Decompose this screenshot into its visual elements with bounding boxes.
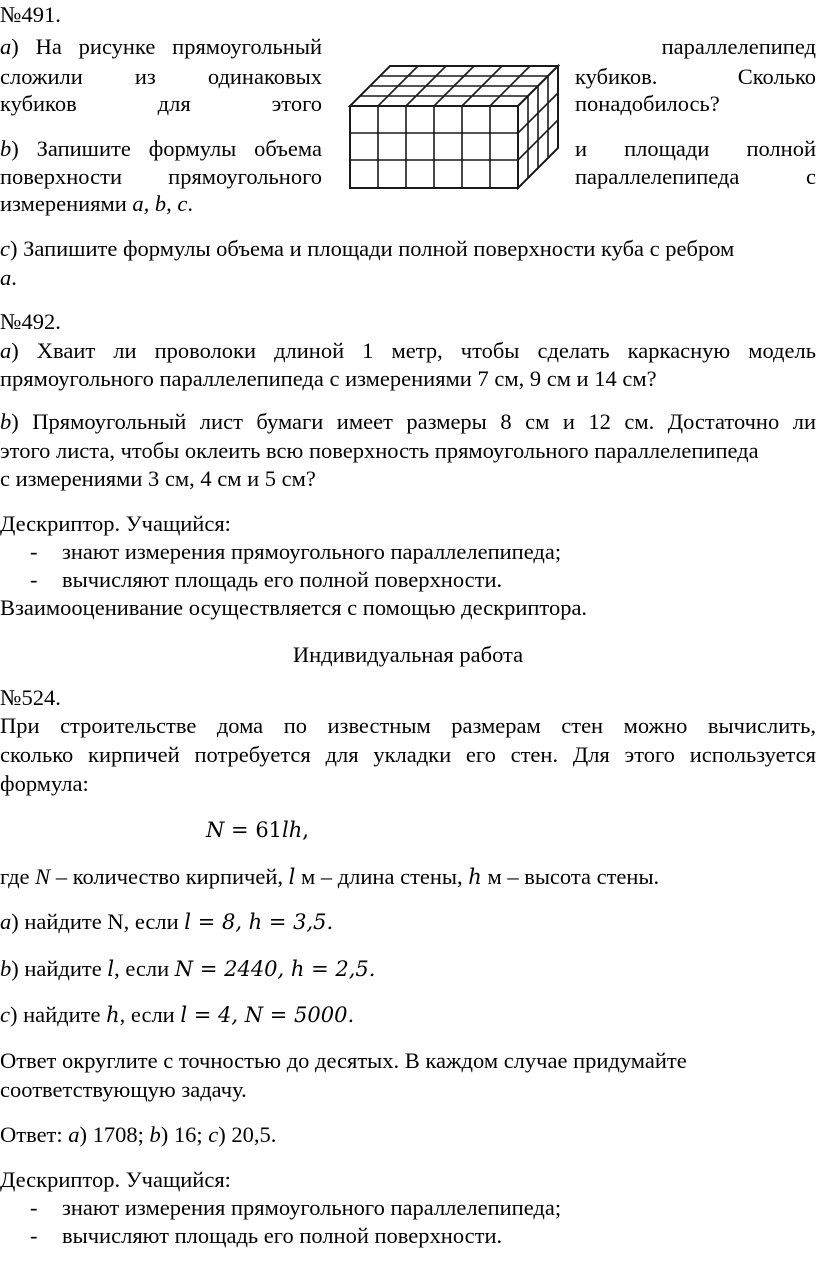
problem-491b-right-2: параллелепипеда с bbox=[575, 164, 816, 189]
rounding-note-line-1: Ответ округлите с точностью до десятых. В каждом случае придумайте bbox=[0, 1048, 687, 1073]
text-fragment: – количество кирпичей, bbox=[50, 864, 289, 889]
descriptor-item bbox=[0, 1221, 816, 1250]
variable: l bbox=[107, 957, 115, 981]
answer-line bbox=[0, 1120, 816, 1149]
formula-text: = 61 bbox=[224, 818, 283, 842]
problem-491a-left-2: сложили из одинаковых bbox=[0, 64, 322, 89]
problem-491b-right-1: и площади полной bbox=[575, 136, 816, 161]
item-letter: c bbox=[0, 236, 10, 261]
descriptor-item-text: вычисляют площадь его полной поверхности. bbox=[62, 1223, 503, 1248]
item-letter: c bbox=[0, 1002, 10, 1027]
formula bbox=[206, 815, 309, 845]
problem-524-number: №524. bbox=[0, 685, 61, 710]
problem-524-line-3: формула: bbox=[0, 771, 89, 796]
problem-492b-line-1 bbox=[0, 407, 816, 436]
item-letter: c bbox=[208, 1122, 219, 1147]
bullet-dash: - bbox=[30, 1195, 38, 1220]
bullet-dash: - bbox=[30, 1223, 38, 1248]
problem-492a-line-2: прямоугольного параллелепипеда с измерениями 7 см, 9 см и 14 см? bbox=[0, 366, 657, 391]
formula-explanation bbox=[0, 862, 816, 892]
item-letter: a bbox=[0, 34, 12, 59]
formula-text: , bbox=[302, 818, 309, 842]
item-letter: b bbox=[0, 136, 12, 161]
text-fragment: ) Хваит ли проволоки длиной 1 метр, чтобы сделать каркасную модель bbox=[11, 338, 816, 363]
rounding-note-line-2: соответствующую задачу. bbox=[0, 1077, 247, 1102]
text-fragment: , если bbox=[119, 1002, 181, 1027]
problem-492b-line-3: с измерениями 3 см, 4 см и 5 см? bbox=[0, 466, 316, 491]
text-fragment: ) На рисунке прямоугольный bbox=[11, 34, 322, 59]
text-fragment: Ответ: bbox=[0, 1122, 69, 1147]
problem-492b-line-2: этого листа, чтобы оклеить всю поверхность прямоугольного параллелепипеда bbox=[0, 438, 759, 463]
variable: l bbox=[288, 865, 296, 889]
descriptor-item bbox=[0, 537, 816, 566]
math-expression: l = 4, N = 5000. bbox=[180, 1003, 355, 1027]
text-fragment: м – высота стены. bbox=[481, 864, 660, 889]
descriptor-item bbox=[0, 1193, 816, 1222]
bullet-dash: - bbox=[30, 539, 38, 564]
descriptor-item-text: знают измерения прямоугольного параллелепипеда; bbox=[62, 539, 562, 564]
text-fragment: где bbox=[0, 864, 36, 889]
text-fragment: . bbox=[11, 265, 17, 290]
item-letter: b bbox=[0, 956, 12, 981]
problem-492a-line-1 bbox=[0, 336, 816, 365]
text-fragment: ) Запишите формулы объема bbox=[11, 136, 322, 161]
problem-491-number: №491. bbox=[0, 2, 61, 27]
descriptor-title: Дескриптор. Учащийся: bbox=[0, 511, 231, 536]
descriptor-item-text: вычисляют площадь его полной поверхности. bbox=[62, 567, 503, 592]
item-letter: b bbox=[0, 409, 12, 434]
problem-491c-line-1 bbox=[0, 234, 816, 263]
formula-var: N bbox=[206, 818, 225, 842]
descriptor-footer: Взаимооценивание осуществляется с помощью дескриптора. bbox=[0, 595, 588, 620]
item-letter: a bbox=[0, 338, 12, 363]
text-fragment: . bbox=[187, 191, 194, 216]
descriptor-item bbox=[0, 565, 816, 594]
text-fragment: , если bbox=[114, 956, 175, 981]
problem-524-line-2: сколько кирпичей потребуется для укладки его стен. Для этого используется bbox=[0, 742, 816, 767]
problem-491a-right-3: понадобилось? bbox=[575, 91, 720, 116]
formula-var: lh bbox=[282, 818, 303, 842]
math-expression: N = 2440, h = 2,5. bbox=[174, 957, 376, 981]
variable: N bbox=[35, 864, 51, 889]
problem-491a-right-1: параллелепипед bbox=[661, 34, 816, 59]
item-letter: b bbox=[149, 1122, 161, 1147]
question-a bbox=[0, 907, 816, 937]
problem-491b-left-2: поверхности прямоугольного bbox=[0, 164, 322, 189]
parallelepiped-figure bbox=[338, 40, 560, 200]
bullet-dash: - bbox=[30, 567, 38, 592]
descriptor-title: Дескриптор. Учащийся: bbox=[0, 1167, 231, 1192]
text-fragment: ) найдите N, если bbox=[11, 909, 185, 934]
math-expression: l = 8, h = 3,5. bbox=[184, 910, 334, 934]
problem-491b-left-1 bbox=[0, 134, 322, 163]
item-letter: a bbox=[68, 1122, 80, 1147]
problem-491a-left-3: кубиков для этого bbox=[0, 91, 322, 116]
problem-491a-right-2: кубиков. Сколько bbox=[575, 64, 816, 89]
text-fragment: ) найдите bbox=[11, 956, 108, 981]
descriptor-item-text: знают измерения прямоугольного параллелепипеда; bbox=[62, 1195, 562, 1220]
problem-491c-line-2 bbox=[0, 263, 816, 292]
variable: h bbox=[468, 865, 482, 889]
variables: a, b, c bbox=[132, 191, 188, 216]
text-fragment: измерениями bbox=[0, 191, 133, 216]
text-fragment: ) Запишите формулы объема и площади полной поверхности куба с ребром bbox=[10, 236, 735, 261]
variable: h bbox=[106, 1003, 120, 1027]
answer-value: ) 1708; bbox=[79, 1122, 150, 1147]
text-fragment: ) Прямоугольный лист бумаги имеет размеры 8 см и 12 см. Достаточно ли bbox=[11, 409, 816, 434]
problem-491b-left-3 bbox=[0, 189, 322, 218]
problem-492-number: №492. bbox=[0, 309, 61, 334]
item-letter: a bbox=[0, 909, 12, 934]
question-b bbox=[0, 954, 816, 984]
problem-491a-left-1 bbox=[0, 32, 322, 61]
variable: a bbox=[0, 265, 12, 290]
answer-value: ) 20,5. bbox=[218, 1122, 277, 1147]
problem-524-line-1: При строительстве дома по известным размерам стен можно вычислить, bbox=[0, 713, 816, 738]
question-c bbox=[0, 1000, 816, 1030]
text-fragment: м – длина стены, bbox=[295, 864, 469, 889]
text-fragment: ) найдите bbox=[10, 1002, 107, 1027]
section-title: Индивидуальная работа bbox=[292, 642, 524, 667]
answer-value: ) 16; bbox=[160, 1122, 209, 1147]
